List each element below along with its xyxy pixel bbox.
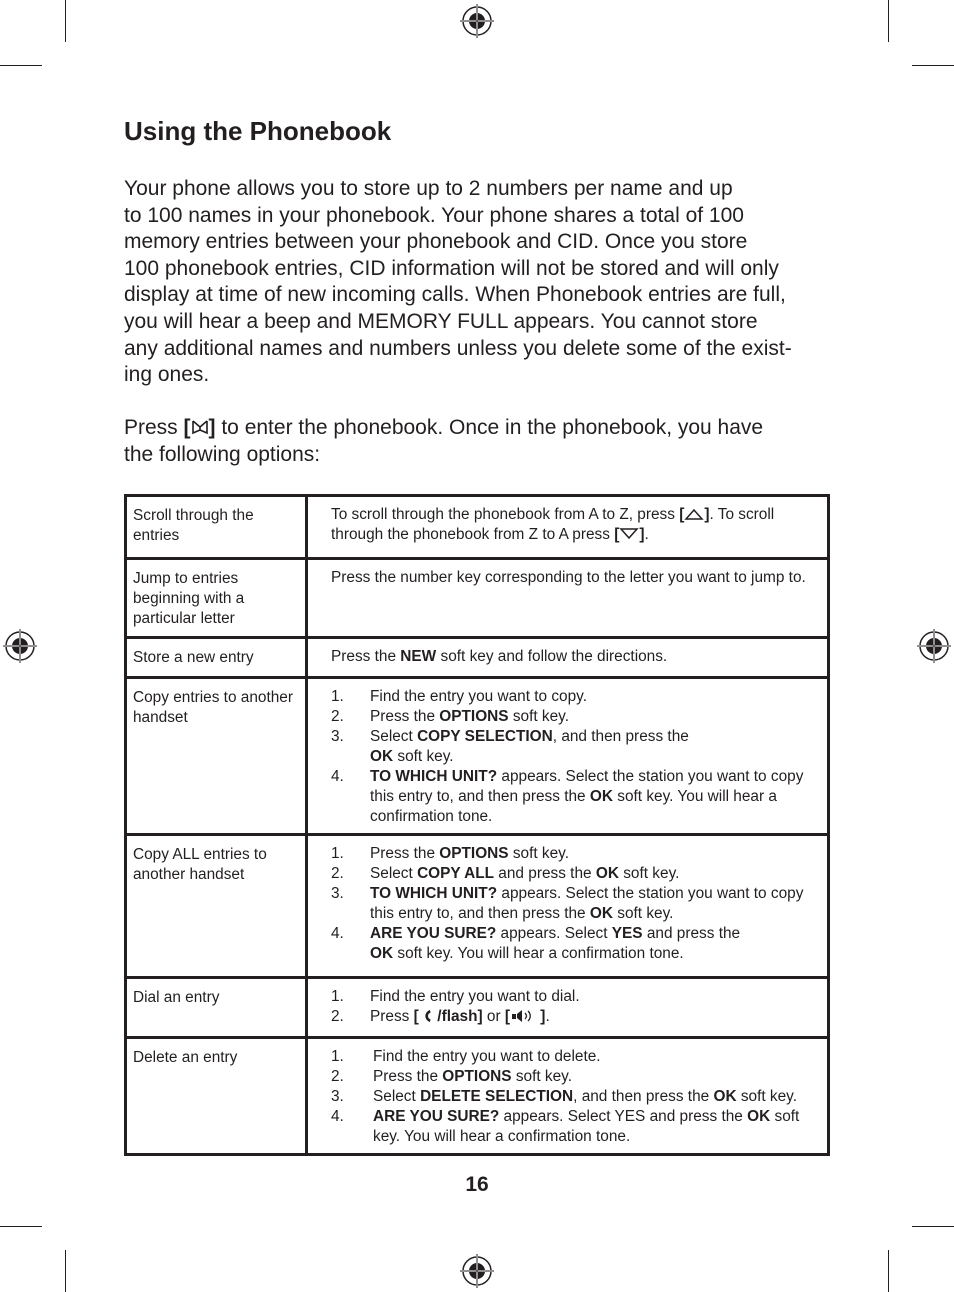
step-text: Press the <box>370 708 440 725</box>
option-description <box>307 638 829 678</box>
step-text: Find the entry you want to copy. <box>370 688 588 705</box>
phonebook-options-table <box>124 494 830 1156</box>
intro-line: Your phone allows you to store up to 2 numbers per name and up <box>124 177 733 200</box>
step-bold: OK <box>370 748 394 765</box>
step-bold: OK <box>589 788 613 805</box>
step-text: Find the entry you want to dial. <box>370 988 580 1005</box>
step-text: appears. Select <box>496 925 612 942</box>
crop-mark-icon <box>0 65 42 66</box>
handset-icon <box>423 1009 433 1023</box>
step-bold: OK <box>747 1108 771 1125</box>
option-label: Copy entries to another handset <box>126 678 307 835</box>
desc-text: through the phonebook from Z to A press <box>331 526 615 543</box>
key-bracket-open: [ <box>413 1008 424 1025</box>
step-bold: OK <box>595 865 619 882</box>
option-label: Delete an entry <box>126 1038 307 1155</box>
crop-mark-icon <box>0 1226 42 1227</box>
list-item <box>331 1067 827 1087</box>
step-text: soft key. You will hear a confirmation tone. <box>373 1108 800 1145</box>
desc-text: . To scroll <box>709 506 775 523</box>
step-bold: ARE YOU SURE? <box>370 925 497 942</box>
key-bracket-open: [ <box>183 416 191 439</box>
press-paragraph <box>124 415 836 468</box>
step-bold: ARE YOU SURE? <box>373 1108 500 1125</box>
step-text: Select <box>370 728 418 745</box>
step-number: 4. <box>331 925 344 942</box>
step-number: 1. <box>331 688 344 705</box>
speaker-icon <box>510 1009 536 1023</box>
step-bold: DELETE SELECTION <box>420 1088 574 1105</box>
step-number: 4. <box>331 1108 344 1125</box>
step-text: Press the <box>373 1068 443 1085</box>
step-bold: TO WHICH UNIT? <box>370 768 498 785</box>
step-bold: TO WHICH UNIT? <box>370 885 498 902</box>
step-text: , and then press the <box>552 728 689 745</box>
intro-line: 100 phonebook entries, CID information will not be stored and will only <box>124 256 779 280</box>
option-description <box>307 1038 829 1155</box>
list-item <box>331 864 827 884</box>
step-bold: OPTIONS <box>439 845 509 862</box>
key-bracket-open: [ <box>504 1008 511 1025</box>
step-text: . <box>545 1008 550 1025</box>
step-number: 1. <box>331 988 344 1005</box>
step-text: Select <box>373 1088 421 1105</box>
key-bracket-close: ] <box>704 506 710 523</box>
list-item <box>331 844 827 864</box>
step-text: soft key. <box>508 845 570 862</box>
step-number: 3. <box>331 1088 344 1105</box>
option-description <box>307 496 829 559</box>
intro-line: display at time of new incoming calls. When Phonebook entries are full, <box>124 283 786 307</box>
option-label: Store a new entry <box>126 638 307 678</box>
option-label: Copy ALL entries to another handset <box>126 835 307 978</box>
intro-line: any additional names and numbers unless you delete some of the exist- <box>124 336 792 360</box>
desc-text: soft key and follow the directions. <box>436 648 668 665</box>
step-text: or <box>482 1008 505 1025</box>
intro-line: ing ones. <box>124 363 210 387</box>
step-bold: OK <box>713 1088 737 1105</box>
step-text: Find the entry you want to delete. <box>373 1048 601 1065</box>
step-bold: OPTIONS <box>439 708 509 725</box>
step-text: soft key. You will hear a confirmation tone. <box>370 788 777 825</box>
desc-bold: NEW <box>400 648 437 665</box>
step-text: Press the <box>370 845 440 862</box>
key-label: /flash] <box>433 1008 483 1025</box>
registration-mark-icon <box>460 1254 494 1288</box>
option-label: Scroll through the entries <box>126 496 307 559</box>
list-item <box>331 767 827 827</box>
step-bold: YES <box>611 925 643 942</box>
step-number: 3. <box>331 728 344 745</box>
key-bracket-open: [ <box>614 526 620 543</box>
step-text: soft key. <box>508 708 570 725</box>
key-bracket-open: [ <box>679 506 685 523</box>
option-description: Press the number key corresponding to the letter you want to jump to. <box>307 559 829 638</box>
option-description <box>307 835 829 978</box>
step-text: appears. Select the station you want to copy this entry to, and then press the <box>370 885 804 922</box>
step-text: soft key. <box>618 865 680 882</box>
table-row <box>126 978 829 1038</box>
steps-list <box>331 844 827 964</box>
step-text: appears. Select the station you want to copy this entry to, and then press the <box>370 768 804 805</box>
desc-text: . <box>644 526 649 543</box>
page-number: 16 <box>465 1173 489 1196</box>
table-row <box>126 559 829 638</box>
step-number: 2. <box>331 865 344 882</box>
step-text: soft key. <box>511 1068 573 1085</box>
table-row <box>126 835 829 978</box>
crop-mark-icon <box>912 65 954 66</box>
press-line <box>124 415 836 442</box>
table-row <box>126 678 829 835</box>
phonebook-icon <box>191 418 209 436</box>
crop-mark-icon <box>888 1250 889 1292</box>
key-bracket-close: ] <box>208 416 216 439</box>
table-row <box>126 1038 829 1155</box>
steps-list <box>331 687 827 827</box>
step-text: soft key. <box>393 748 454 765</box>
step-text: Press <box>370 1008 414 1025</box>
intro-paragraph <box>124 176 836 389</box>
list-item <box>331 707 827 727</box>
step-text: appears. Select YES and press the <box>499 1108 748 1125</box>
intro-line: to 100 names in your phonebook. Your phone shares a total of 100 <box>124 203 744 227</box>
intro-line: memory entries between your phonebook and CID. Once you store <box>124 230 748 254</box>
list-item <box>331 884 827 924</box>
desc-text: To scroll through the phonebook from A to Z, press <box>331 506 680 523</box>
list-item <box>331 1007 827 1027</box>
step-text: soft key. <box>612 905 674 922</box>
option-description <box>307 678 829 835</box>
option-description <box>307 978 829 1038</box>
steps-list <box>331 987 827 1027</box>
step-bold: COPY SELECTION <box>417 728 553 745</box>
step-bold: OK <box>589 905 613 922</box>
step-number: 3. <box>331 885 344 902</box>
desc-text: Press the <box>331 648 401 665</box>
registration-mark-icon <box>460 4 494 38</box>
step-text: soft key. <box>736 1088 798 1105</box>
intro-line: you will hear a beep and MEMORY FULL appears. You cannot store <box>124 309 758 333</box>
step-number: 2. <box>331 708 344 725</box>
down-arrow-icon <box>619 527 639 541</box>
table-row <box>126 496 829 559</box>
press-suffix: to enter the phonebook. Once in the phonebook, you have <box>215 416 764 439</box>
step-number: 4. <box>331 768 344 785</box>
table-row <box>126 638 829 678</box>
steps-list <box>331 1047 827 1147</box>
step-text: and press the <box>494 865 596 882</box>
step-bold: OPTIONS <box>442 1068 512 1085</box>
step-bold: OK <box>370 945 394 962</box>
crop-mark-icon <box>888 0 889 42</box>
crop-mark-icon <box>65 1250 66 1292</box>
registration-mark-icon <box>917 629 951 663</box>
up-arrow-icon <box>684 507 704 521</box>
registration-mark-icon <box>3 629 37 663</box>
list-item <box>331 1107 827 1147</box>
step-text: Select <box>370 865 418 882</box>
key-bracket-close: ] <box>536 1008 546 1025</box>
press-line-2: the following options: <box>124 442 321 466</box>
step-text: and press the <box>642 925 741 942</box>
key-bracket-close: ] <box>639 526 645 543</box>
option-label: Dial an entry <box>126 978 307 1038</box>
list-item <box>331 727 827 767</box>
list-item <box>331 1047 827 1067</box>
step-text: , and then press the <box>573 1088 714 1105</box>
page-title: Using the Phonebook <box>124 116 392 146</box>
step-number: 1. <box>331 845 344 862</box>
list-item <box>331 924 827 964</box>
list-item <box>331 1087 827 1107</box>
option-label: Jump to entries beginning with a particular letter <box>126 559 307 638</box>
crop-mark-icon <box>65 0 66 42</box>
step-bold: COPY ALL <box>417 865 495 882</box>
list-item <box>331 987 827 1007</box>
step-number: 1. <box>331 1048 344 1065</box>
crop-mark-icon <box>912 1226 954 1227</box>
step-text: soft key. You will hear a confirmation tone. <box>393 945 684 962</box>
press-prefix: Press <box>124 416 184 439</box>
step-number: 2. <box>331 1008 344 1025</box>
step-number: 2. <box>331 1068 344 1085</box>
list-item <box>331 687 827 707</box>
